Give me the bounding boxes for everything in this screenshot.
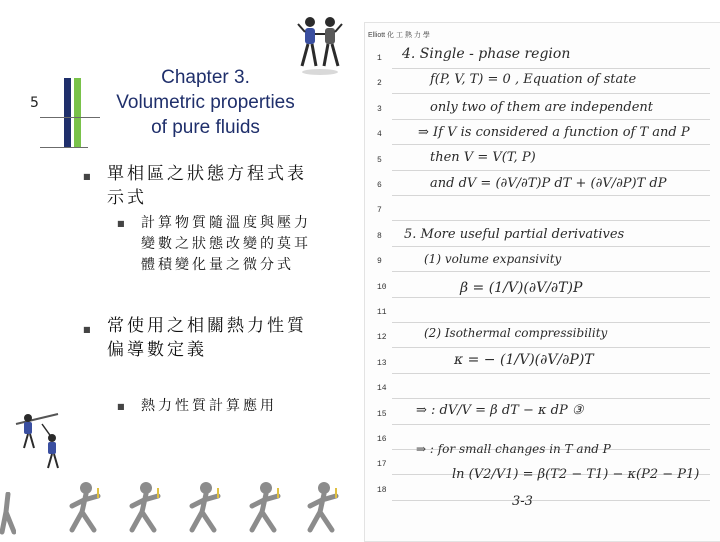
note-row-12: ⇒ : dV/V = β dT − κ dP ③	[416, 403, 584, 418]
ruled-line	[392, 220, 710, 221]
ruled-line	[392, 119, 710, 120]
note-row-13: ⇒ : for small changes in T and P	[416, 442, 611, 456]
ruled-line	[392, 297, 710, 298]
line-number: 11	[377, 308, 387, 317]
note-row-5: then V = V(T, P)	[430, 150, 536, 165]
runner-left-edge	[0, 492, 16, 538]
bullet-marker-2: ■	[83, 325, 91, 334]
note-row-14: ln (V2/V1) = β(T2 − T1) − κ(P2 − P1)	[452, 467, 700, 482]
sub-bullet-1-line-2: 變數之狀態改變的莫耳	[141, 236, 311, 252]
sub-bullet-marker-2: ■	[117, 402, 125, 411]
ruled-line	[392, 68, 710, 69]
running-figures-row	[58, 478, 348, 540]
note-row-7: 5. More useful partial derivatives	[404, 227, 625, 242]
slide-number: 5	[30, 95, 39, 111]
ruled-line	[392, 398, 710, 399]
line-number: 6	[377, 181, 382, 190]
line-number: 15	[377, 410, 387, 419]
title-accent-bar-dark	[64, 78, 71, 148]
ruled-line	[392, 246, 710, 247]
ruled-line	[392, 195, 710, 196]
sub-bullet-1-text	[141, 213, 311, 276]
ruled-line	[392, 144, 710, 145]
ruled-line	[392, 347, 710, 348]
sub-bullet-marker-1: ■	[117, 219, 125, 228]
line-number: 18	[377, 486, 387, 495]
bullet-2-text	[107, 314, 307, 362]
sub-bullet-1-line-1: 計算物質隨溫度與壓力	[141, 215, 311, 231]
bullet-1-line-2: 示式	[107, 188, 147, 208]
dancing-figures-illustration	[296, 14, 344, 78]
bullet-2-line-2: 偏導數定義	[107, 340, 207, 360]
title-divider-line-lower	[40, 147, 88, 148]
note-row-4: ⇒ If V is considered a function of T and P	[418, 125, 690, 140]
ruled-line	[392, 93, 710, 94]
ruled-line	[392, 170, 710, 171]
title-line-2: Volumetric properties	[116, 92, 295, 113]
bullet-2-line-1: 常使用之相關熱力性質	[107, 316, 307, 336]
title-line-3: of pure fluids	[151, 117, 260, 138]
note-row-2: f(P, V, T) = 0 , Equation of state	[430, 72, 637, 87]
climber-illustration	[12, 408, 64, 470]
line-number: 16	[377, 435, 387, 444]
note-row-10: (2) Isothermal compressibility	[424, 326, 608, 340]
sub-bullet-1-line-3: 體積變化量之微分式	[141, 257, 294, 273]
sub-bullet-2-text	[141, 396, 277, 417]
ruled-line	[392, 373, 710, 374]
ruled-line	[392, 322, 710, 323]
slide-title	[98, 65, 313, 140]
ruled-line	[392, 271, 710, 272]
note-row-9: β = (1/V)(∂V/∂T)P	[460, 280, 583, 296]
line-number: 3	[377, 105, 382, 114]
note-row-3: only two of them are independent	[430, 100, 653, 115]
line-number: 12	[377, 333, 387, 342]
line-number: 10	[377, 283, 387, 292]
note-row-11: κ = − (1/V)(∂V/∂P)T	[454, 352, 594, 368]
ruled-line	[392, 424, 710, 425]
note-row-6: and dV = (∂V/∂T)P dT + (∂V/∂P)T dP	[430, 176, 667, 191]
bullet-marker-1: ■	[83, 172, 91, 181]
line-number: 4	[377, 130, 382, 139]
bullet-1-line-1: 單相區之狀態方程式表	[107, 164, 307, 184]
line-number: 1	[377, 54, 382, 63]
line-number: 9	[377, 257, 382, 266]
line-number: 13	[377, 359, 387, 368]
notebook-header: Elliott 化 工 熱 力 學	[368, 32, 430, 39]
title-line-1: Chapter 3.	[161, 67, 250, 88]
line-number: 2	[377, 79, 382, 88]
title-accent-bar-green	[74, 78, 81, 148]
page-footer-number: 3-3	[512, 494, 533, 509]
note-row-8: (1) volume expansivity	[424, 252, 562, 266]
line-number: 7	[377, 206, 382, 215]
line-number: 8	[377, 232, 382, 241]
bullet-1-text	[107, 162, 307, 210]
line-number: 5	[377, 156, 382, 165]
title-divider-line	[40, 117, 100, 118]
ruled-line	[392, 500, 710, 501]
note-row-1: 4. Single - phase region	[402, 46, 571, 62]
sub-bullet-2-line-1: 熱力性質計算應用	[141, 398, 277, 414]
line-number: 14	[377, 384, 387, 393]
line-number: 17	[377, 460, 387, 469]
